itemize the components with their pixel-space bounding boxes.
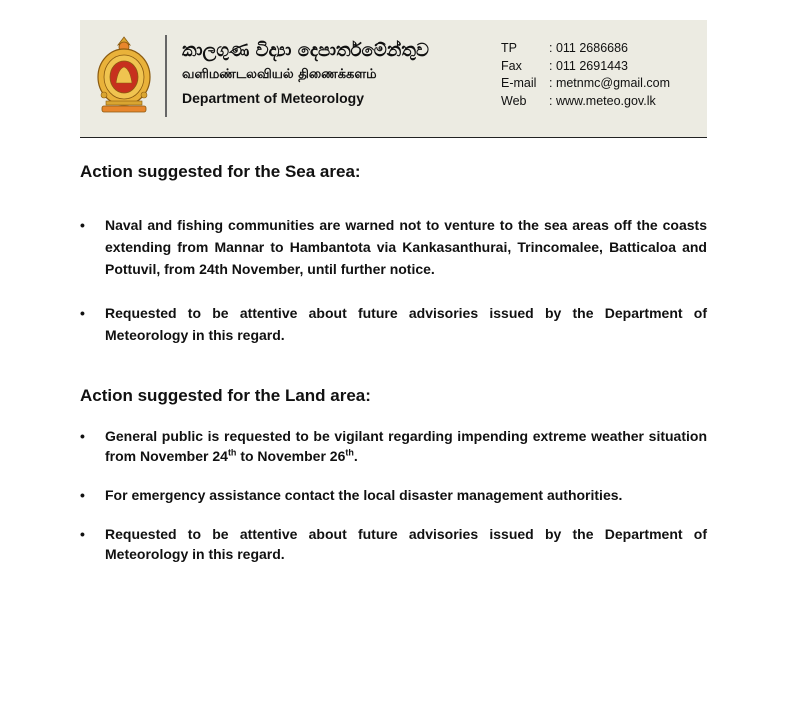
contact-row-email [501,75,670,93]
sea-area-heading: Action suggested for the Sea area: [80,162,361,181]
list-item [80,426,707,466]
contact-details [501,40,670,110]
list-item [80,214,707,280]
department-name-tamil: வளிமண்டலவியல் திணைக்களம் [182,67,377,82]
department-name-sinhala: කාලගුණ විද්‍යා දෙපාර්තමේන්තුව [182,40,429,61]
bullet-icon: • [80,217,85,233]
department-name-english: Department of Meteorology [182,90,365,106]
letterhead [80,20,707,138]
contact-label: Fax [501,58,522,73]
list-item [80,484,707,506]
sri-lanka-emblem-icon [96,35,152,115]
bullet-icon: • [80,305,85,321]
department-names [182,38,492,110]
bullet-icon: • [80,487,85,503]
contact-label: E-mail [501,76,537,90]
letterhead-divider [165,35,167,117]
land-area-list [80,426,707,564]
bullet-icon: • [80,428,85,444]
list-item-text: For emergency assistance contact the local disaster management authorities. [105,487,623,503]
list-item-text: Naval and fishing communities are warned not to venture to the sea areas off the coasts extending from Mannar to Hambantota via Kankasanthurai, Trincomalee, Batticaloa and Pottuvil, from 24th November, until further notice. [105,217,707,277]
contact-label: TP [501,41,517,55]
sea-area-list [80,214,707,346]
list-item-text: Requested to be attentive about future advisories issued by the Department of Meteorology in this regard. [105,305,707,343]
list-item [80,524,707,564]
contact-row-fax [501,58,670,76]
contact-label: Web [501,93,527,108]
land-area-heading: Action suggested for the Land area: [80,386,371,405]
list-item [80,302,707,346]
contact-row-phone [501,40,670,58]
contact-value: : metnmc@gmail.com [549,76,671,90]
list-item-text: General public is requested to be vigilant regarding impending extreme weather situation from November 24th to November 26th. [105,428,707,464]
contact-value: : www.meteo.gov.lk [549,93,656,108]
contact-value: : 011 2686686 [549,41,629,55]
contact-value: : 011 2691443 [549,58,629,73]
contact-row-web [501,93,670,111]
advisory-content [80,160,707,564]
bullet-icon: • [80,526,85,542]
list-item-text: Requested to be attentive about future advisories issued by the Department of Meteorology in this regard. [105,526,707,562]
